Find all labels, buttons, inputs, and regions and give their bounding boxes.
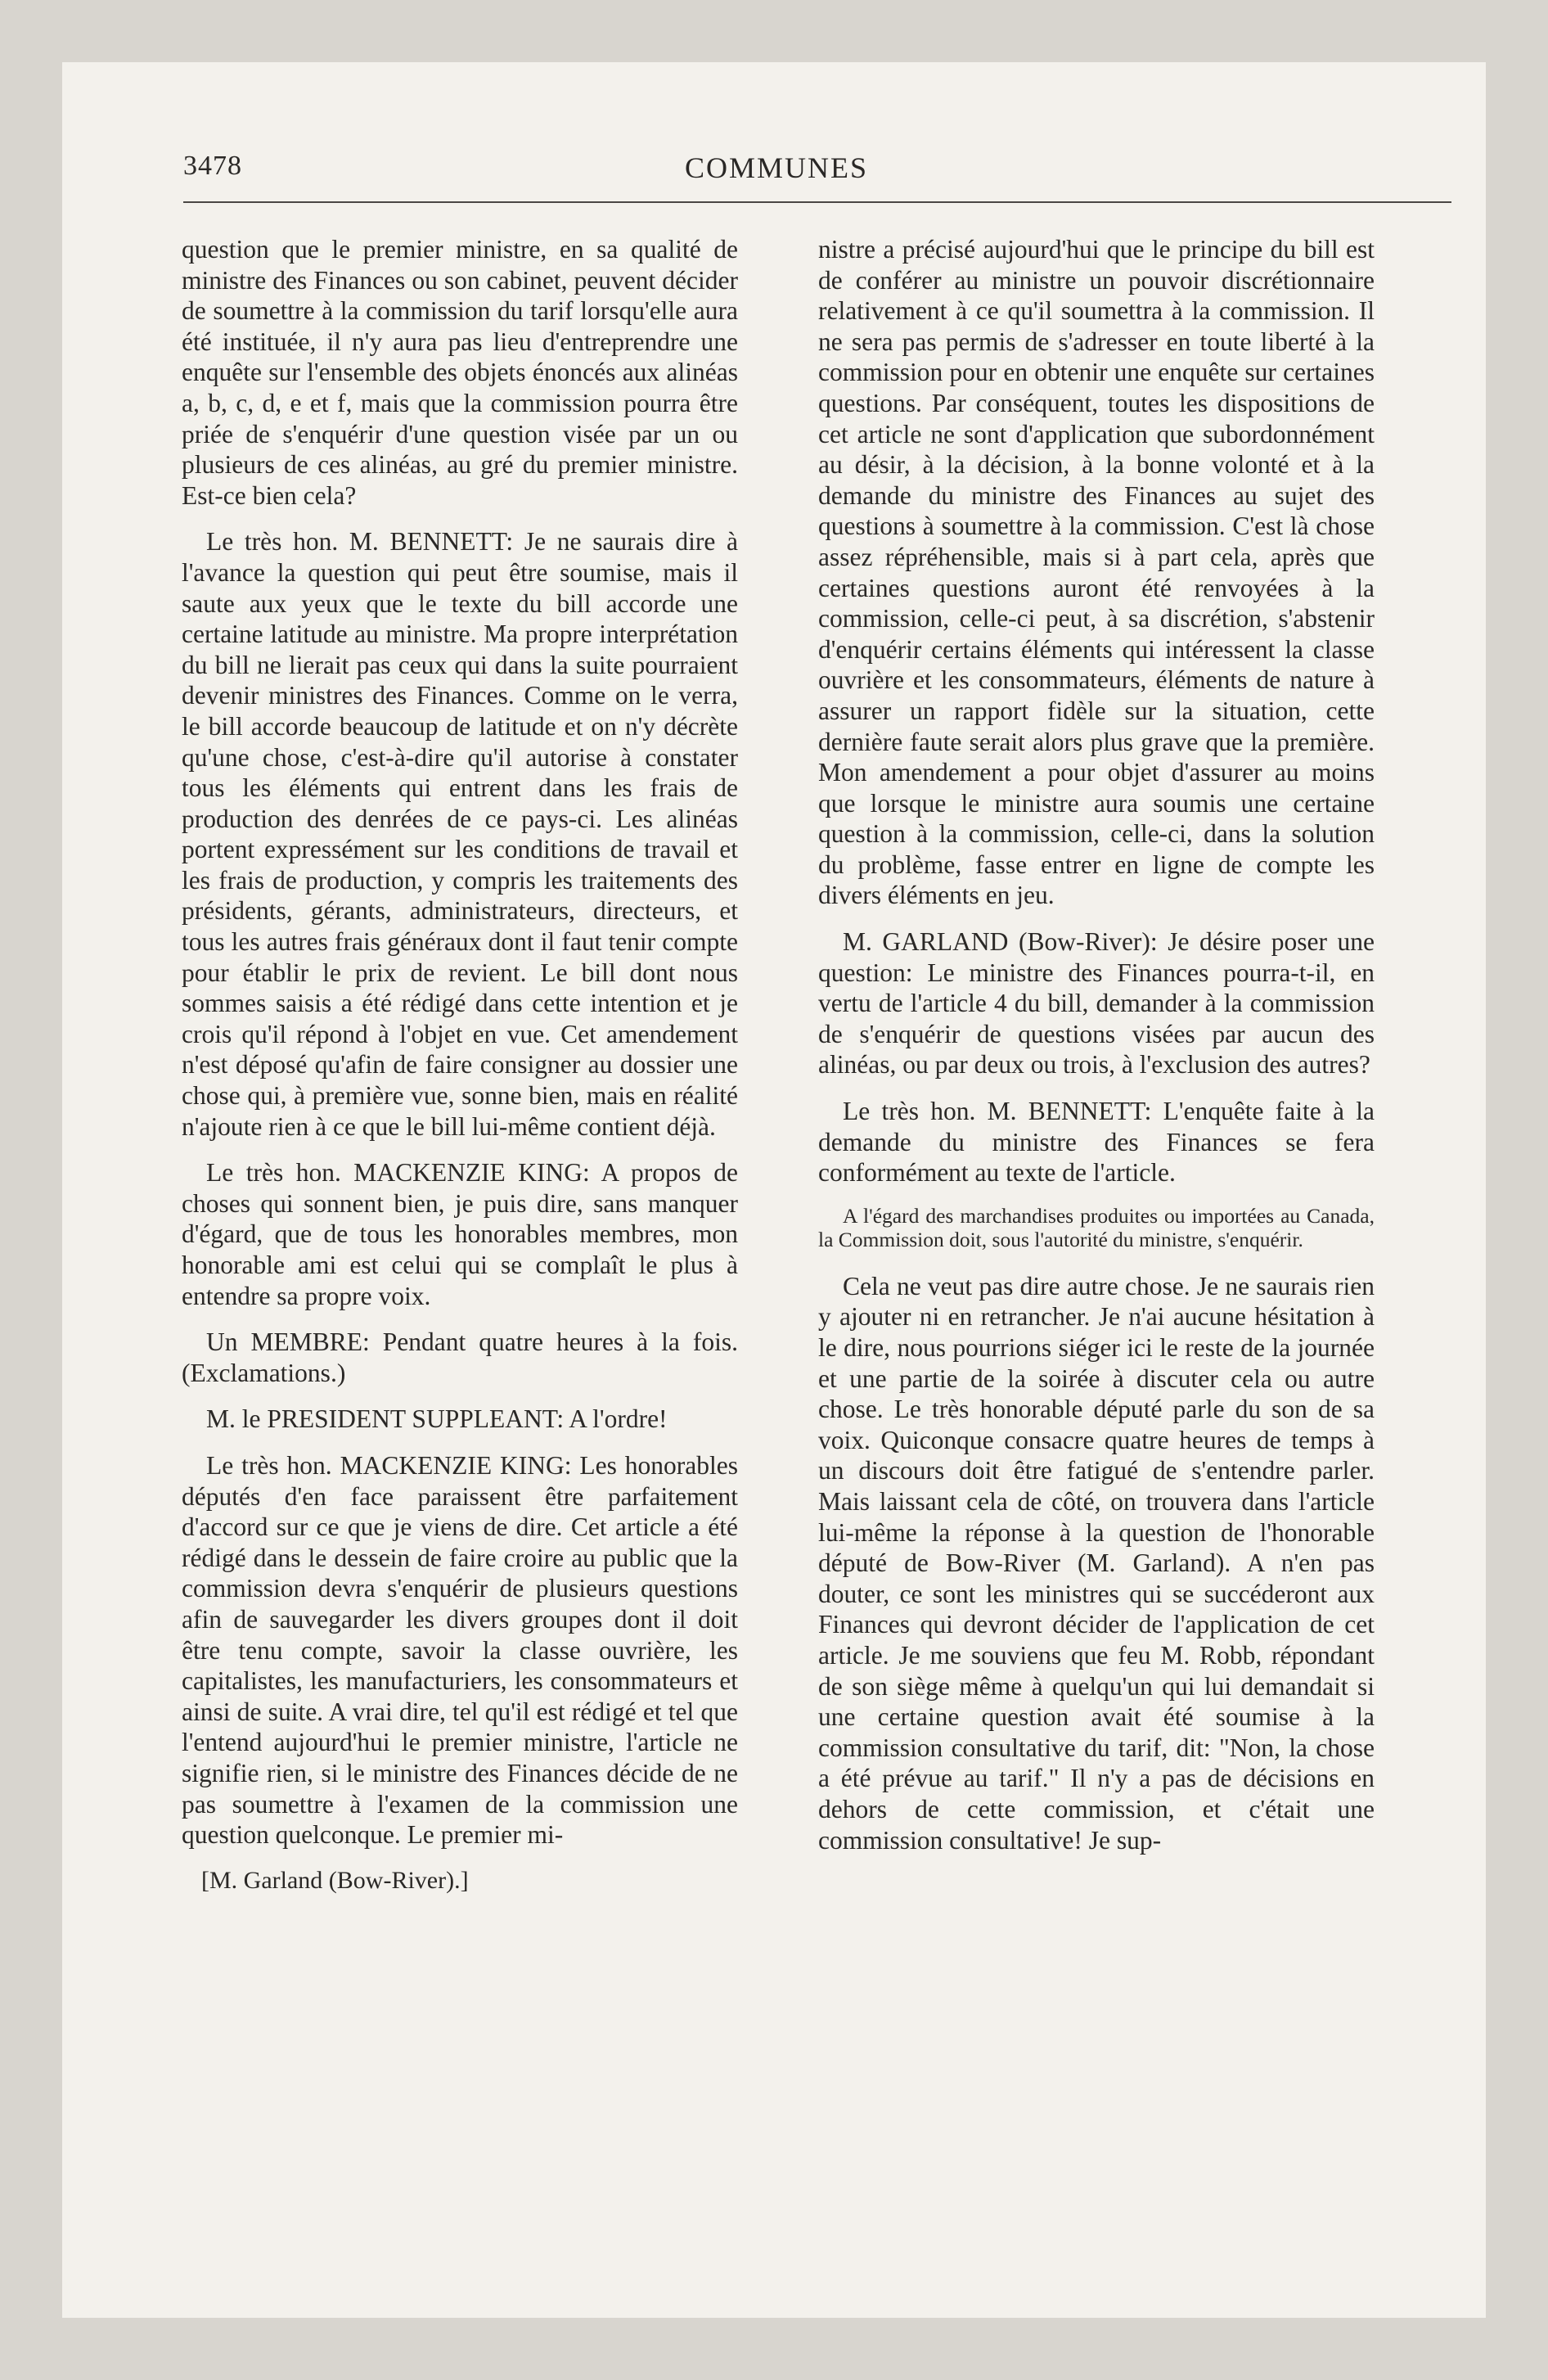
footer-note: [M. Garland (Bow-River).] — [201, 1866, 469, 1894]
paragraph: M. GARLAND (Bow-River): Je désire poser une question: Le ministre des Finances pourra-t-il, en vertu de l'article 4 du bill, demander à la commission de s'enquérir de questions visées par aucun des alinéas, ou par deux ou trois, à l'exclusion des autres? — [818, 927, 1375, 1080]
paragraph: Le très hon. MACKENZIE KING: A propos de choses qui sonnent bien, je puis dire, sans manquer d'égard, que de tous les honorables membres, mon honorable ami est celui qui se complaît le plus à entendre sa propre voix. — [182, 1158, 738, 1310]
left-column — [182, 234, 738, 1895]
right-column — [818, 234, 1375, 1871]
running-head: COMMUNES — [684, 151, 869, 184]
quoted-text: A l'égard des marchandises produites ou importées au Canada, la Commission doit, sous l'autorité du ministre, s'enquérir. — [818, 1203, 1375, 1251]
page-header — [183, 151, 1370, 200]
paragraph: M. le PRESIDENT SUPPLEANT: A l'ordre! — [206, 1404, 668, 1434]
paragraph: question que le premier ministre, en sa qualité de ministre des Finances ou son cabinet, peuvent décider de soumettre à la commission du tarif lorsqu'elle aura été instituée, il n'y aura pas lieu d'entreprendre une enquête sur l'ensemble des objets énoncés aux alinéas a, b, c, d, e et f, mais que la commission pourra être priée de s'enquérir d'une question visée par un ou plusieurs de ces alinéas, au gré du premier ministre. Est-ce bien cela? — [182, 235, 738, 510]
paragraph: Un MEMBRE: Pendant quatre heures à la fois. (Exclamations.) — [182, 1327, 738, 1387]
page-number: 3478 — [183, 151, 242, 181]
paragraph: Le très hon. M. BENNETT: L'enquête faite à la demande du ministre des Finances se fera conformément au texte de l'article. — [818, 1097, 1375, 1188]
paragraph: Le très hon. MACKENZIE KING: Les honorables députés d'en face paraissent être parfaitement d'accord sur ce que je viens de dire. Cet article a été rédigé dans le dessein de faire croire au public que la commission devra s'enquérir de plusieurs questions afin de sauvegarder les divers groupes dont il doit être tenu compte, savoir la classe ouvrière, les capitalistes, les manufacturiers, les consommateurs et ainsi de suite. A vrai dire, tel qu'il est rédigé et tel que l'entend aujourd'hui le premier ministre, l'article ne signifie rien, si le ministre des Finances décide de ne pas soumettre à l'examen de la commission une question quelconque. Le premier mi- — [182, 1450, 738, 1850]
paragraph: nistre a précisé aujourd'hui que le principe du bill est de conférer au ministre un pouvoir discrétionnaire relativement à ce qu'il soumettra à la commission. Il ne sera pas permis de s'adresser en toute liberté à la commission pour en obtenir une enquête sur certaines questions. Par conséquent, toutes les dispositions de cet article ne sont d'application que subordonnément au désir, à la décision, à la bonne volonté et à la demande du ministre des Finances au sujet des questions à soumettre à la commission. C'est là chose assez répréhensible, mais si à part cela, après que certaines questions auront été renvoyées à la commission, celle-ci peut, à sa discrétion, s'abstenir d'enquérir certains éléments qui intéressent la classe ouvrière et les consommateurs, éléments de nature à assurer un rapport fidèle sur la situation, cette dernière faute serait alors plus grave que la première. Mon amendement a pour objet d'assurer au moins que lorsque le ministre aura soumis une certaine question à la commission, celle-ci, dans la solution du problème, fasse entrer en ligne de compte les divers éléments en jeu. — [818, 235, 1375, 910]
paragraph: Le très hon. M. BENNETT: Je ne saurais dire à l'avance la question qui peut être soumise, mais il saute aux yeux que le texte du bill accorde une certaine latitude au ministre. Ma propre interprétation du bill ne lierait pas ceux qui dans la suite pourraient devenir ministres des Finances. Comme on le verra, le bill accorde beaucoup de latitude et on n'y décrète qu'une chose, c'est-à-dire qu'il autorise à constater tous les éléments qui entrent dans les frais de production des denrées de ce pays-ci. Les alinéas portent expressément sur les conditions de travail et les frais de production, y compris les traitements des présidents, gérants, administrateurs, directeurs, et tous les autres frais généraux dont il faut tenir compte pour établir le prix de revient. Le bill dont nous sommes saisis a été rédigé dans cette intention et je crois qu'il répond à l'objet en vue. Cet amendement n'est déposé qu'afin de faire consigner au dossier une chose qui, à première vue, sonne bien, mais en réalité n'ajoute rien à ce que le bill lui-même contient déjà. — [182, 527, 738, 1141]
paragraph: Cela ne veut pas dire autre chose. Je ne saurais rien y ajouter ni en retrancher. Je n'ai aucune hésitation à le dire, nous pourrions siéger ici le reste de la journée et une partie de la soirée à discuter cela ou autre chose. Le très honorable député parle du son de sa voix. Quiconque consacre quatre heures de temps à un discours doit être fatigué de s'entendre parler. Mais laissant cela de côté, on trouvera dans l'article lui-même la réponse à la question de l'honorable député de Bow-River (M. Garland). A n'en pas douter, ce sont les ministres qui se succéderont aux Finances qui devront décider de l'application de cet article. Je me souviens que feu M. Robb, répondant de son siège même à quelqu'un qui lui demandait si une certaine question avait été soumise à la commission consultative du tarif, dit: "Non, la chose a été prévue au tarif." Il n'y a pas de décisions en dehors de cette commission, et c'était une commission consultative! Je sup- — [818, 1271, 1375, 1855]
header-rule — [183, 201, 1451, 203]
